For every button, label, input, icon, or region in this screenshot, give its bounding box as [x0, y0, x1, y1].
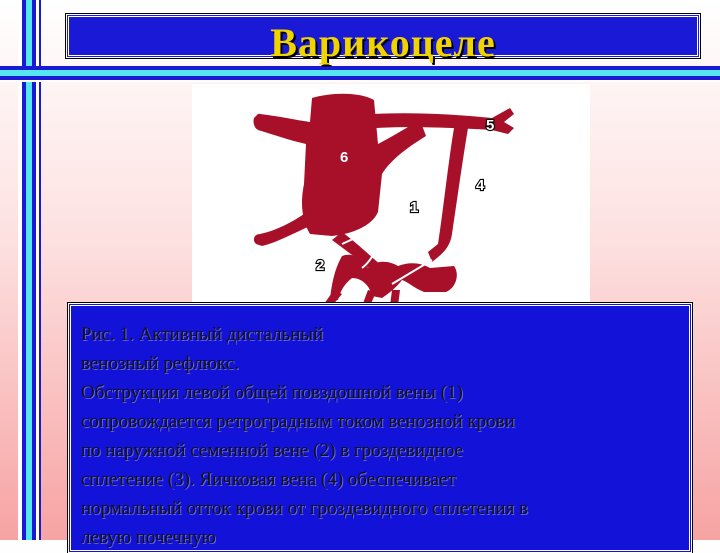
testicular-vein-4 [428, 128, 468, 262]
caption-line-7: нормальный отток крови от гроздевидного сплетения в [81, 498, 529, 519]
figure-label-5: 5 [486, 117, 495, 134]
caption-box [68, 303, 692, 553]
vein-diagram-svg [192, 84, 590, 309]
caption-line-2: венозный рефлюкс. [81, 353, 239, 374]
caption-line-1: Рис. 1. Активный дистальный [81, 324, 324, 345]
slide-title: Варикоцеле [270, 20, 496, 65]
caption-line-6: сплетение (3). Яичковая вена (4) обеспечивает [81, 469, 456, 490]
caption-line-3: Обструкция левой общей повздошной вены (1) [81, 382, 463, 403]
figure-label-6: 6 [340, 149, 349, 166]
caption-line-5: по наружной семенной вене (2) в гроздевидное [81, 440, 464, 461]
vein-diagram [192, 84, 590, 309]
upper-left-branch [253, 114, 263, 131]
lower-left-limb [254, 214, 310, 246]
top-stripe-white [0, 80, 720, 82]
title-banner [66, 14, 700, 65]
figure-label-2: 2 [316, 257, 325, 274]
figure-label-1: 1 [410, 199, 419, 216]
figure-label-4: 4 [476, 177, 485, 194]
caption-line-4: сопровождается ретроградным током венозной крови [81, 411, 515, 432]
caption-line-8: левую почечную [81, 527, 216, 548]
